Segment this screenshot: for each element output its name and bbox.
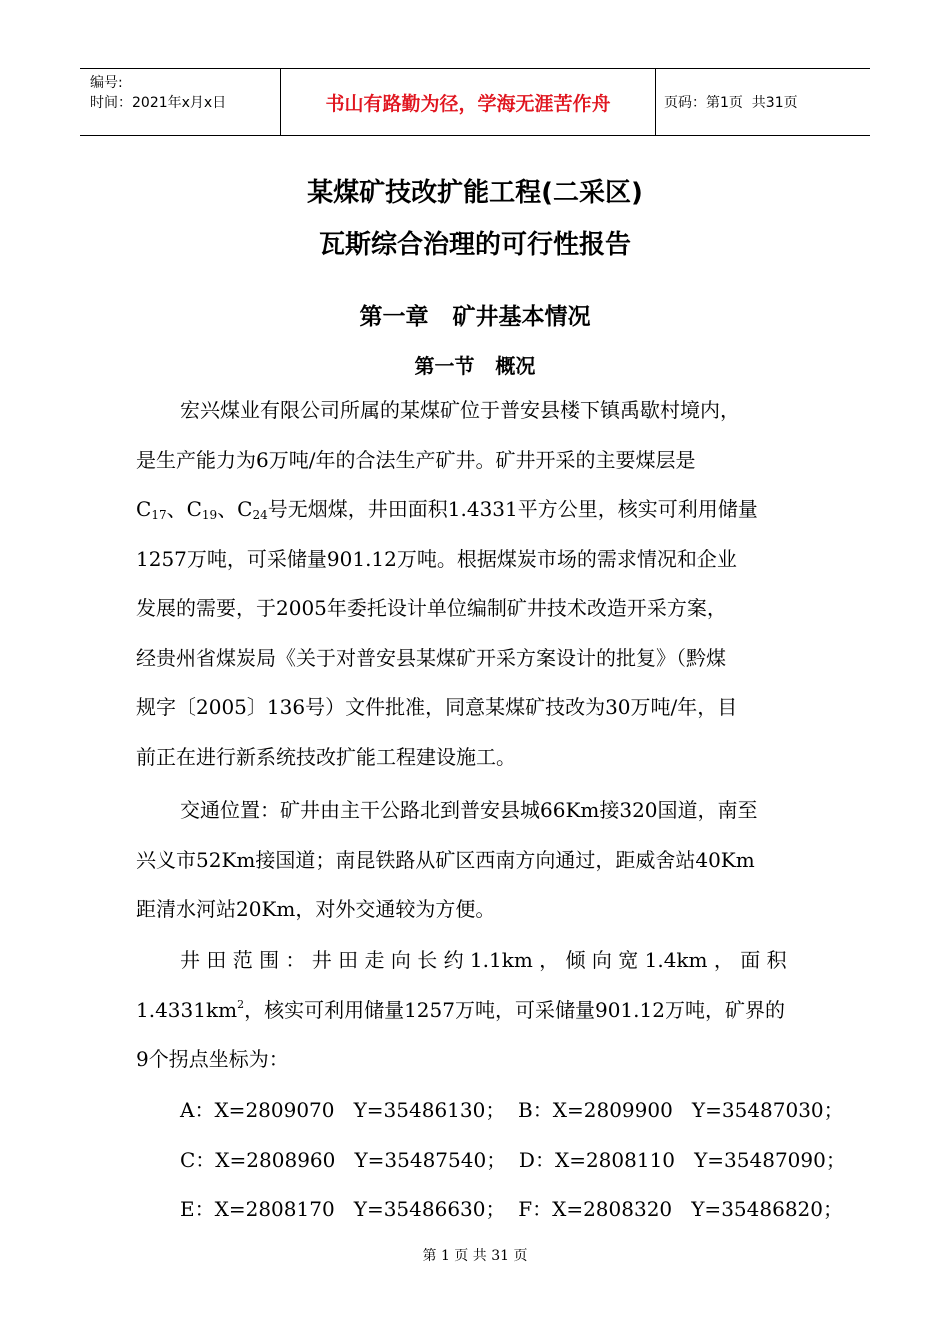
coordinate-list	[180, 1086, 846, 1235]
seam-number: 24	[252, 508, 268, 522]
number-label: 编号:	[90, 75, 123, 91]
header-page-info	[656, 69, 870, 135]
text-line: 宏兴煤业有限公司所属的某煤矿位于普安县楼下镇禹歇村境内，	[180, 398, 740, 422]
page-footer: 第 1 页 共 31 页	[422, 1248, 528, 1264]
seam-c: 、C	[217, 497, 253, 521]
text-line: 交通位置：矿井由主干公路北到普安县城66Km接320国道，南至	[180, 798, 758, 822]
time-label: 时间：2021年x月x日	[90, 95, 227, 111]
document-title-line2: 瓦斯综合治理的可行性报告	[318, 230, 631, 260]
section-heading: 第一节 概况	[414, 354, 536, 378]
text-line: 距清水河站20Km，对外交通较为方便。	[136, 897, 496, 921]
seam-c: C	[136, 497, 152, 521]
document-title-line1: 某煤矿技改扩能工程(二采区)	[307, 178, 643, 208]
paragraph-transport	[136, 786, 816, 935]
area-rest: ，核实可利用储量1257万吨，可采储量901.12万吨，矿界的	[244, 997, 785, 1022]
text-line: 1257万吨，可采储量901.12万吨。根据煤炭市场的需求情况和企业	[136, 546, 737, 571]
text-line: 井 田 范 围 ： 井 田 走 向 长 约 1.1km ， 倾 向 宽 1.4km ， 面 积	[180, 948, 787, 972]
seam-number: 17	[151, 508, 167, 522]
text-line: 是生产能力为6万吨/年的合法生产矿井。矿井开采的主要煤层是	[136, 447, 696, 472]
seam-c: 、C	[166, 497, 202, 521]
coordinate-row: C：X=2808960 Y=35487540； D：X=2808110 Y=35487090；	[180, 1147, 846, 1172]
coordinate-row: E：X=2808170 Y=35486630； F：X=2808320 Y=35486820；	[180, 1197, 843, 1221]
seam-rest: 号无烟煤，井田面积1.4331平方公里，核实可利用储量	[267, 497, 758, 521]
text-line: 经贵州省煤炭局《关于对普安县某煤矿开采方案设计的批复》（黔煤	[136, 645, 726, 670]
chapter-heading: 第一章 矿井基本情况	[359, 304, 591, 330]
seam-number: 19	[201, 508, 218, 522]
text-line-area	[136, 986, 816, 1036]
area-value: 1.4331km	[136, 997, 238, 1022]
text-line: 规字〔2005〕136号）文件批准，同意某煤矿技改为30万吨/年，目	[136, 695, 738, 719]
text-line: 前正在进行新系统技改扩能工程建设施工。	[136, 744, 516, 769]
area-exponent: 2	[237, 997, 245, 1011]
page-info-text: 页码：第1页 共31页	[664, 95, 798, 111]
header-meta	[80, 69, 281, 135]
page-header	[80, 68, 870, 136]
paragraph-overview	[136, 386, 816, 782]
text-line: 发展的需要，于2005年委托设计单位编制矿井技术改造开采方案，	[136, 596, 727, 620]
header-motto: 书山有路勤为径，学海无涯苦作舟	[281, 69, 656, 135]
text-line-seams	[136, 485, 816, 535]
text-line: 9个拐点坐标为：	[136, 1047, 289, 1071]
paragraph-field-range	[136, 936, 816, 1085]
text-line: 兴义市52Km接国道；南昆铁路从矿区西南方向通过，距威舍站40Km	[136, 847, 755, 872]
coordinate-row: A：X=2809070 Y=35486130； B：X=2809900 Y=35487030；	[180, 1098, 844, 1122]
